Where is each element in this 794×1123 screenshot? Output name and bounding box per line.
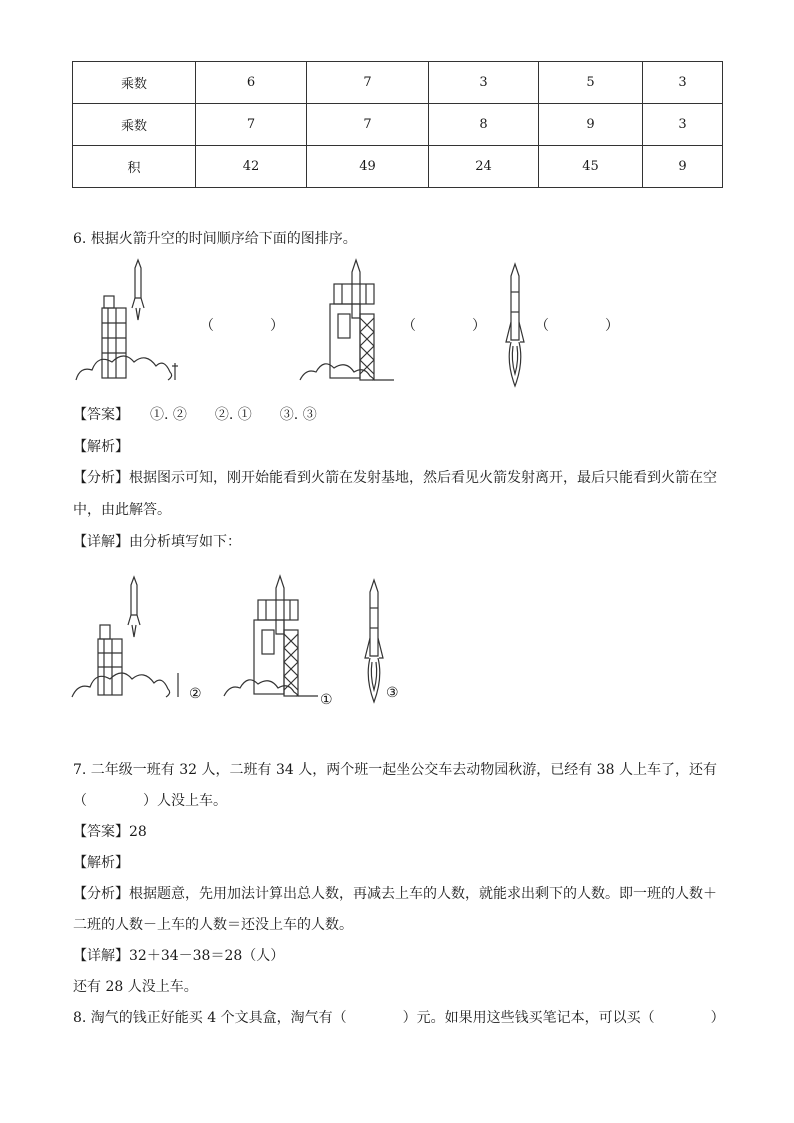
table-cell: 42 bbox=[196, 146, 307, 188]
fenxi-tag: 【分析】 bbox=[73, 470, 129, 486]
fenxi-line-2: 中，由此解答。 bbox=[73, 502, 171, 518]
answer-line bbox=[73, 821, 147, 841]
answer-blank-2[interactable]: （ ） bbox=[402, 318, 486, 334]
table-cell: 24 bbox=[429, 146, 539, 188]
fenxi-tag: 【分析】 bbox=[73, 886, 129, 902]
rocket-launch-tower-image-solution bbox=[222, 574, 322, 702]
table-cell: 6 bbox=[196, 62, 307, 104]
solution-label-1: ② bbox=[189, 686, 202, 702]
xiangjie-tag: 【详解】 bbox=[73, 948, 129, 964]
xiangjie-text: 32＋34－38＝28（人） bbox=[129, 948, 285, 964]
table-cell: 7 bbox=[307, 62, 429, 104]
question-6: 6. 根据火箭升空的时间顺序给下面的图排序。 bbox=[73, 231, 357, 247]
table-cell: 3 bbox=[643, 104, 723, 146]
answer-text: 28 bbox=[129, 824, 147, 840]
row-label: 积 bbox=[73, 146, 196, 188]
question-7-line-2: （ ）人没上车。 bbox=[73, 793, 227, 809]
table-cell: 45 bbox=[539, 146, 643, 188]
table-cell: 5 bbox=[539, 62, 643, 104]
table-cell: 49 bbox=[307, 146, 429, 188]
jiexi-tag: 【解析】 bbox=[73, 439, 129, 455]
answer-line bbox=[73, 404, 317, 424]
answer-blank-1[interactable]: （ ） bbox=[200, 318, 284, 334]
conclusion: 还有 28 人没上车。 bbox=[73, 979, 198, 995]
table-row bbox=[73, 146, 723, 188]
table-cell: 9 bbox=[539, 104, 643, 146]
multiplication-table bbox=[72, 61, 723, 188]
rocket-in-flight-image-solution bbox=[359, 578, 389, 706]
xiangjie-line bbox=[73, 945, 284, 965]
rocket-tower-distant-image bbox=[72, 258, 192, 383]
fenxi-text: 根据题意，先用加法计算出总人数，再减去上车的人数，就能求出剩下的人数。即一班的人数＋ bbox=[129, 886, 717, 902]
xiangjie-tag: 【详解】 bbox=[73, 534, 129, 550]
row-label: 乘数 bbox=[73, 104, 196, 146]
question-7-line-1: 7. 二年级一班有 32 人，二班有 34 人，两个班一起坐公交车去动物园秋游，已经有 38 人上车了，还有 bbox=[73, 762, 717, 778]
xiangjie-line bbox=[73, 531, 241, 551]
answer-text: ①. ② ②. ① ③. ③ bbox=[150, 407, 317, 423]
table-row bbox=[73, 104, 723, 146]
table-cell: 7 bbox=[307, 104, 429, 146]
rocket-launch-tower-image bbox=[298, 258, 398, 383]
question-8: 8. 淘气的钱正好能买 4 个文具盒，淘气有（ ）元。如果用这些钱买笔记本，可以买（ ） bbox=[73, 1010, 725, 1026]
table-cell: 9 bbox=[643, 146, 723, 188]
table-cell: 3 bbox=[643, 62, 723, 104]
table-cell: 8 bbox=[429, 104, 539, 146]
solution-label-2: ① bbox=[320, 692, 333, 708]
table-cell: 3 bbox=[429, 62, 539, 104]
fenxi-line-2: 二班的人数－上车的人数＝还没上车的人数。 bbox=[73, 917, 353, 933]
answer-blank-3[interactable]: （ ） bbox=[535, 318, 619, 334]
rocket-in-flight-image bbox=[500, 262, 530, 388]
table-row bbox=[73, 62, 723, 104]
xiangjie-text: 由分析填写如下： bbox=[129, 534, 241, 550]
fenxi-text: 根据图示可知，刚开始能看到火箭在发射基地，然后看见火箭发射离开，最后只能看到火箭在空 bbox=[129, 470, 717, 486]
fenxi-line-1 bbox=[73, 467, 717, 487]
rocket-tower-distant-image-solution bbox=[70, 575, 190, 700]
answer-tag: 【答案】 bbox=[73, 407, 122, 423]
answer-tag: 【答案】 bbox=[73, 824, 129, 840]
fenxi-line-1 bbox=[73, 883, 717, 903]
row-label: 乘数 bbox=[73, 62, 196, 104]
solution-label-3: ③ bbox=[386, 685, 399, 701]
jiexi-tag: 【解析】 bbox=[73, 855, 129, 871]
table-cell: 7 bbox=[196, 104, 307, 146]
